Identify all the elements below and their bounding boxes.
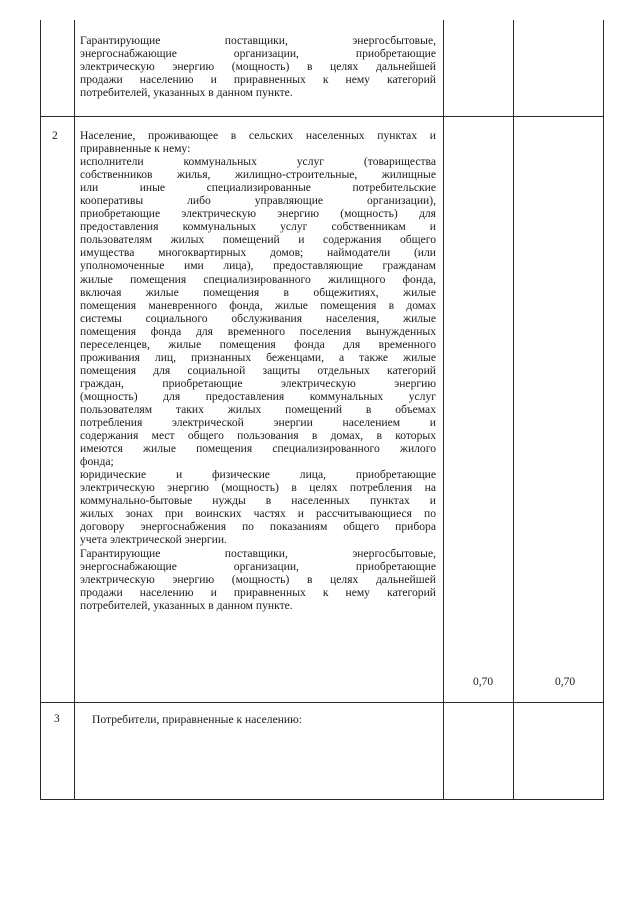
text-line: энергоснабжающие организации, приобретающие: [80, 559, 436, 573]
text-line: включая жилые помещения в общежитиях, жилые: [80, 285, 436, 299]
table-row-divider-2: [40, 702, 604, 703]
text-line: помещения для социальной защиты отдельных категорий: [80, 363, 436, 377]
text-line: пользователям жилых помещений и содержания общего: [80, 233, 436, 247]
text-line: имущества многоквартирных домов; наймодатели (или: [80, 246, 436, 260]
text-line: системы социального обслуживания населения, жилые: [80, 311, 436, 325]
text-line: помещения маневренного фонда, жилые помещения в домах: [80, 298, 436, 312]
row-2-number: 2: [52, 130, 58, 142]
text-line: договору энергоснабжения по показаниям общего прибора: [80, 520, 436, 534]
text-line: жилые помещения специализированного жилищного фонда,: [80, 272, 436, 286]
table-border-left: [40, 20, 41, 800]
text-line: потребителей, указанных в данном пункте.: [80, 598, 293, 612]
table-border-right: [603, 20, 604, 800]
text-line: приравненные к нему:: [80, 142, 191, 156]
text-line: имеются жилые помещения специализированного жилого: [80, 442, 436, 456]
text-line: пользователям таких жилых помещений в объемах: [80, 402, 436, 416]
text-line: потребителей, указанных в данном пункте.: [80, 86, 293, 100]
text-line: электрическую энергию (мощность) в целях потребления на: [80, 481, 436, 495]
row-3-description: Потребители, приравненные к населению:: [92, 713, 303, 726]
text-line: учета электрической энергии.: [80, 533, 227, 547]
text-line: жилых зонах при воинских частях и рассчитывающиеся по: [80, 507, 436, 521]
text-line: предоставления коммунальных услуг собственникам и: [80, 220, 436, 234]
text-line: юридические и физические лица, приобретающие: [80, 468, 436, 482]
row-2-value-1: 0,70: [473, 676, 494, 688]
text-line: потребления электрической энергии населением и: [80, 416, 436, 430]
text-line: продажи населению и приравненных к нему категорий: [80, 585, 436, 599]
text-line: уполномоченные ими лица), предоставляющие гражданам: [80, 259, 436, 273]
text-line: или иные специализированные потребительские: [80, 181, 436, 195]
text-line: помещения фонда для временного поселения вынужденных: [80, 324, 436, 338]
text-line: Население, проживающее в сельских населенных пунктах и: [80, 129, 436, 142]
text-line: проживания лиц, признанных беженцами, а также жилые: [80, 350, 436, 364]
text-line: продажи населению и приравненных к нему категорий: [80, 73, 436, 87]
table-column-divider-1: [74, 20, 75, 800]
text-line: переселенцев, жилые помещения фонда для временного: [80, 337, 436, 351]
table-column-divider-3: [513, 20, 514, 800]
row-2-value-2: 0,70: [555, 676, 576, 688]
text-line: собственников жилья, жилищно-строительные, жилищные: [80, 168, 436, 182]
text-line: граждан, приобретающие электрическую энергию: [80, 376, 436, 390]
text-line: Гарантирующие поставщики, энергосбытовые,: [80, 546, 436, 560]
table-row-divider-1: [40, 116, 604, 117]
text-line: коммунально-бытовые нужды в населенных пунктах и: [80, 494, 436, 508]
row-1-description: [80, 34, 436, 99]
text-line: Гарантирующие поставщики, энергосбытовые,: [80, 34, 436, 47]
row-3-number: 3: [54, 713, 60, 725]
text-line: электрическую энергию (мощность) в целях дальнейшей: [80, 60, 436, 74]
table-column-divider-2: [443, 20, 444, 800]
text-line: электрическую энергию (мощность) в целях дальнейшей: [80, 572, 436, 586]
text-line: приобретающие электрическую энергию (мощность) для: [80, 207, 436, 221]
text-line: кооперативы либо управляющие организации),: [80, 194, 436, 208]
table-border-bottom: [40, 799, 604, 800]
text-line: содержания мест общего пользования в домах, в которых: [80, 429, 436, 443]
text-line: фонда;: [80, 455, 114, 469]
text-line: исполнители коммунальных услуг (товарищества: [80, 155, 436, 169]
row-2-description: [80, 129, 436, 612]
text-line: энергоснабжающие организации, приобретающие: [80, 47, 436, 61]
text-line: (мощность) для предоставления коммунальных услуг: [80, 389, 436, 403]
